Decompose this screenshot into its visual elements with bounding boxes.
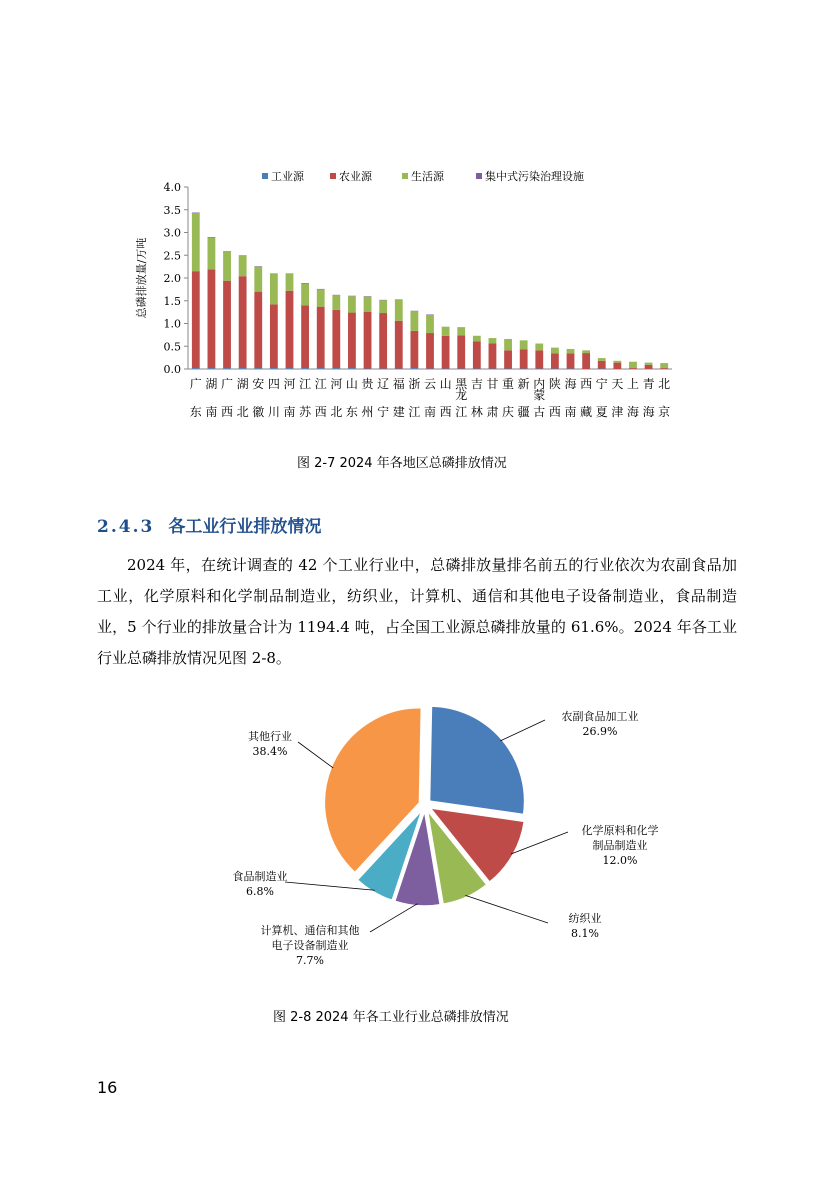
x-tick-label: 河: [283, 377, 296, 391]
x-tick-label: 苏: [299, 405, 312, 419]
x-tick-label: 吉: [470, 377, 483, 391]
x-tick-label: 建: [392, 405, 405, 419]
bar-segment: [645, 365, 653, 369]
bar-segment: [286, 291, 294, 368]
bar-segment: [660, 363, 668, 368]
bar-segment: [332, 310, 340, 368]
bar-segment: [520, 340, 528, 349]
x-tick-label: 南: [564, 405, 577, 419]
slice-label: 农副食品加工业: [561, 710, 639, 723]
bar-segment: [660, 368, 668, 369]
x-tick-label: 东: [345, 405, 358, 419]
bar-segment: [254, 267, 262, 292]
x-tick-label: 海: [642, 405, 655, 419]
bar-segment: [442, 327, 450, 336]
bar-segment: [457, 335, 465, 368]
figure-2-8-caption: 图 2-8 2024 年各工业行业总磷排放情况: [273, 1010, 509, 1025]
x-tick-label: 黑: [455, 377, 468, 391]
x-tick-label: 山: [345, 377, 358, 391]
x-tick-label: 青: [642, 377, 655, 391]
body-paragraph: [97, 550, 737, 674]
slice-label: 6.8%: [246, 885, 274, 898]
x-tick-label: 广: [221, 377, 234, 391]
bar-segment: [223, 368, 231, 369]
x-tick-label: 上: [626, 377, 639, 391]
x-tick-label: 山: [439, 377, 452, 391]
regional-phosphorus-bar-chart: [120, 160, 680, 425]
bar-segment: [410, 368, 418, 369]
bar-segment: [192, 213, 200, 271]
bar-segment: [567, 349, 575, 354]
bar-segment: [489, 344, 497, 369]
x-tick-label: 辽: [377, 377, 390, 391]
bar-segment: [286, 274, 294, 291]
bar-segment: [473, 336, 481, 341]
leader-line: [370, 904, 417, 932]
industry-phosphorus-pie-chart: [200, 700, 700, 990]
x-tick-label: 肃: [486, 405, 499, 419]
x-tick-label: 庆: [502, 405, 515, 419]
x-tick-label: 海: [564, 377, 577, 391]
x-tick-label: 浙: [408, 377, 421, 391]
bar-segment: [410, 311, 418, 331]
x-tick-label: 川: [267, 405, 280, 419]
page-number: 16: [97, 1078, 118, 1097]
paragraph-text: 2024 年，在统计调查的 42 个工业行业中，总磷排放量排名前五的行业依次为农副食品加工业，化学原料和化学制品制造业，纺织业，计算机、通信和其他电子设备制造业，食品制造业，5 个行业的排放量合计为 1194.4 吨，占全国工业源总磷排放量的 61.6%。2024 年各工业行业总磷排放情况见图 2-8。: [97, 556, 737, 667]
bar-segment: [348, 313, 356, 369]
bar-segment: [348, 296, 356, 312]
x-tick-label: 南: [423, 405, 437, 419]
x-tick-label: 内: [533, 377, 546, 391]
x-tick-label: 西: [439, 405, 452, 419]
bar-segment: [551, 348, 559, 354]
x-tick-label: 福: [392, 377, 405, 391]
y-tick-label: 2.0: [163, 272, 181, 285]
x-tick-label: 湖: [205, 377, 218, 391]
x-tick-label: 北: [658, 377, 671, 391]
leader-line: [298, 742, 333, 768]
x-tick-label: 西: [548, 405, 561, 419]
bar-segment: [239, 256, 247, 276]
bar-segment: [192, 368, 200, 369]
slice-label: 38.4%: [252, 745, 288, 758]
x-tick-label: 陕: [548, 377, 561, 391]
bar-segment: [286, 368, 294, 369]
x-tick-label: 甘: [486, 377, 499, 391]
legend-swatch: [476, 173, 482, 179]
x-tick-label: 海: [626, 405, 639, 419]
x-tick-label: 江: [408, 405, 421, 419]
bar-segment: [395, 321, 403, 369]
x-tick-label: 北: [330, 405, 343, 419]
bar-segment: [457, 327, 465, 335]
x-tick-label: 徽: [252, 405, 265, 419]
bar-segment: [192, 271, 200, 368]
legend-swatch: [402, 173, 408, 179]
y-tick-label: 0.5: [163, 340, 181, 354]
bar-segment: [270, 368, 278, 369]
legend-label: 农业源: [339, 170, 372, 183]
section-title: 各工业行业排放情况: [168, 517, 322, 537]
x-tick-label: 南: [205, 405, 218, 419]
slice-label: 纺织业: [568, 912, 602, 925]
y-tick-label: 0.0: [163, 363, 181, 376]
y-tick-label: 3.5: [163, 203, 181, 217]
bar-segment: [551, 354, 559, 369]
x-tick-label: 疆: [517, 405, 530, 419]
leader-line: [500, 720, 545, 741]
x-tick-label: 江: [299, 377, 312, 391]
y-tick-label: 1.5: [163, 294, 181, 308]
y-tick-label: 2.5: [163, 249, 181, 263]
section-number: 2.4.3: [97, 517, 155, 537]
bar-segment: [410, 331, 418, 368]
slice-label: 制品制造业: [592, 839, 648, 852]
bar-segment: [208, 368, 216, 369]
legend-swatch: [330, 173, 336, 179]
x-tick-label: 江: [455, 405, 468, 419]
bar-segment: [254, 368, 262, 369]
slice-label: 12.0%: [602, 854, 638, 867]
bar-segment: [348, 368, 356, 369]
bar-segment: [426, 315, 434, 333]
bar-segment: [598, 361, 606, 369]
bar-segment: [473, 341, 481, 368]
bar-segment: [504, 350, 512, 368]
bar-segment: [426, 333, 434, 368]
bar-segment: [364, 297, 372, 312]
legend-label: 生活源: [411, 170, 444, 183]
x-tick-label: 古: [533, 405, 546, 419]
x-tick-label: 夏: [595, 405, 608, 419]
bar-segment: [535, 350, 543, 368]
bar-segment: [301, 305, 309, 368]
figure-2-7-caption: 图 2-7 2024 年各地区总磷排放情况: [297, 456, 507, 471]
x-tick-label: 湖: [236, 377, 249, 391]
bar-segment: [317, 289, 325, 306]
bar-segment: [254, 292, 262, 368]
x-tick-label: 宁: [377, 405, 390, 419]
bar-segment: [613, 363, 621, 369]
x-tick-label: 安: [252, 377, 265, 391]
bar-segment: [504, 339, 512, 350]
x-tick-label: 藏: [580, 405, 593, 419]
x-tick-label: 林: [470, 405, 483, 419]
bar-segment: [567, 354, 575, 369]
x-tick-label: 京: [658, 405, 671, 419]
x-tick-label: 北: [236, 405, 249, 419]
bar-segment: [598, 358, 606, 361]
legend-label: 工业源: [271, 170, 304, 183]
slice-label: 26.9%: [582, 725, 618, 738]
x-tick-label: 津: [611, 405, 624, 419]
slice-label: 其他行业: [248, 730, 292, 743]
bar-segment: [270, 304, 278, 368]
x-tick-label: 西: [314, 405, 327, 419]
bar-segment: [223, 252, 231, 281]
x-tick-label: 新: [517, 377, 530, 391]
x-tick-label: 西: [221, 405, 234, 419]
bar-segment: [301, 283, 309, 305]
x-tick-label: 东: [189, 405, 202, 419]
bar-segment: [645, 363, 653, 365]
x-tick-label: 河: [330, 377, 343, 391]
bar-segment: [629, 362, 637, 368]
bar-segment: [613, 361, 621, 363]
bar-segment: [582, 350, 590, 353]
bar-segment: [379, 313, 387, 369]
pie-slice: [430, 706, 525, 814]
x-tick-label: 云: [423, 377, 437, 391]
slice-label: 计算机、通信和其他: [260, 924, 360, 937]
slice-label: 食品制造业: [232, 870, 288, 883]
y-tick-label: 3.0: [163, 226, 181, 240]
bar-segment: [301, 368, 309, 369]
bar-segment: [442, 336, 450, 369]
bar-segment: [332, 368, 340, 369]
bar-segment: [629, 368, 637, 369]
bar-segment: [332, 295, 340, 310]
bar-segment: [364, 312, 372, 369]
bar-segment: [395, 300, 403, 321]
bar-segment: [582, 353, 590, 369]
x-tick-label: 蒙: [533, 388, 546, 402]
bar-segment: [317, 368, 325, 369]
x-tick-label: 四: [267, 377, 280, 391]
leader-line: [465, 895, 548, 923]
x-tick-label: 宁: [595, 377, 608, 391]
bar-segment: [379, 300, 387, 313]
x-tick-label: 广: [189, 377, 202, 391]
bar-segment: [208, 238, 216, 270]
x-tick-label: 西: [580, 377, 593, 391]
x-tick-label: 贵: [361, 377, 374, 391]
y-axis-title: 总磷排放量/万吨: [135, 237, 148, 319]
legend-label: 集中式污染治理设施: [485, 170, 584, 183]
bar-segment: [239, 368, 247, 369]
x-tick-label: 重: [502, 377, 515, 391]
y-tick-label: 1.0: [163, 317, 181, 331]
bar-segment: [239, 276, 247, 368]
bar-segment: [535, 344, 543, 351]
bar-segment: [208, 269, 216, 368]
slice-label: 电子设备制造业: [271, 939, 349, 952]
x-tick-label: 州: [361, 405, 374, 419]
bar-segment: [520, 349, 528, 368]
y-tick-label: 4.0: [163, 181, 181, 194]
x-tick-label: 南: [283, 405, 296, 419]
x-tick-label: 江: [314, 377, 327, 391]
bar-segment: [317, 307, 325, 368]
slice-label: 化学原料和化学: [581, 824, 659, 837]
slice-label: 8.1%: [571, 927, 599, 940]
x-tick-label: 天: [611, 377, 624, 391]
bar-segment: [223, 281, 231, 368]
bar-segment: [270, 274, 278, 304]
legend-swatch: [262, 173, 268, 179]
slice-label: 7.7%: [296, 954, 324, 967]
bar-segment: [489, 338, 497, 343]
section-heading: [97, 512, 321, 537]
x-tick-label: 龙: [455, 388, 468, 402]
